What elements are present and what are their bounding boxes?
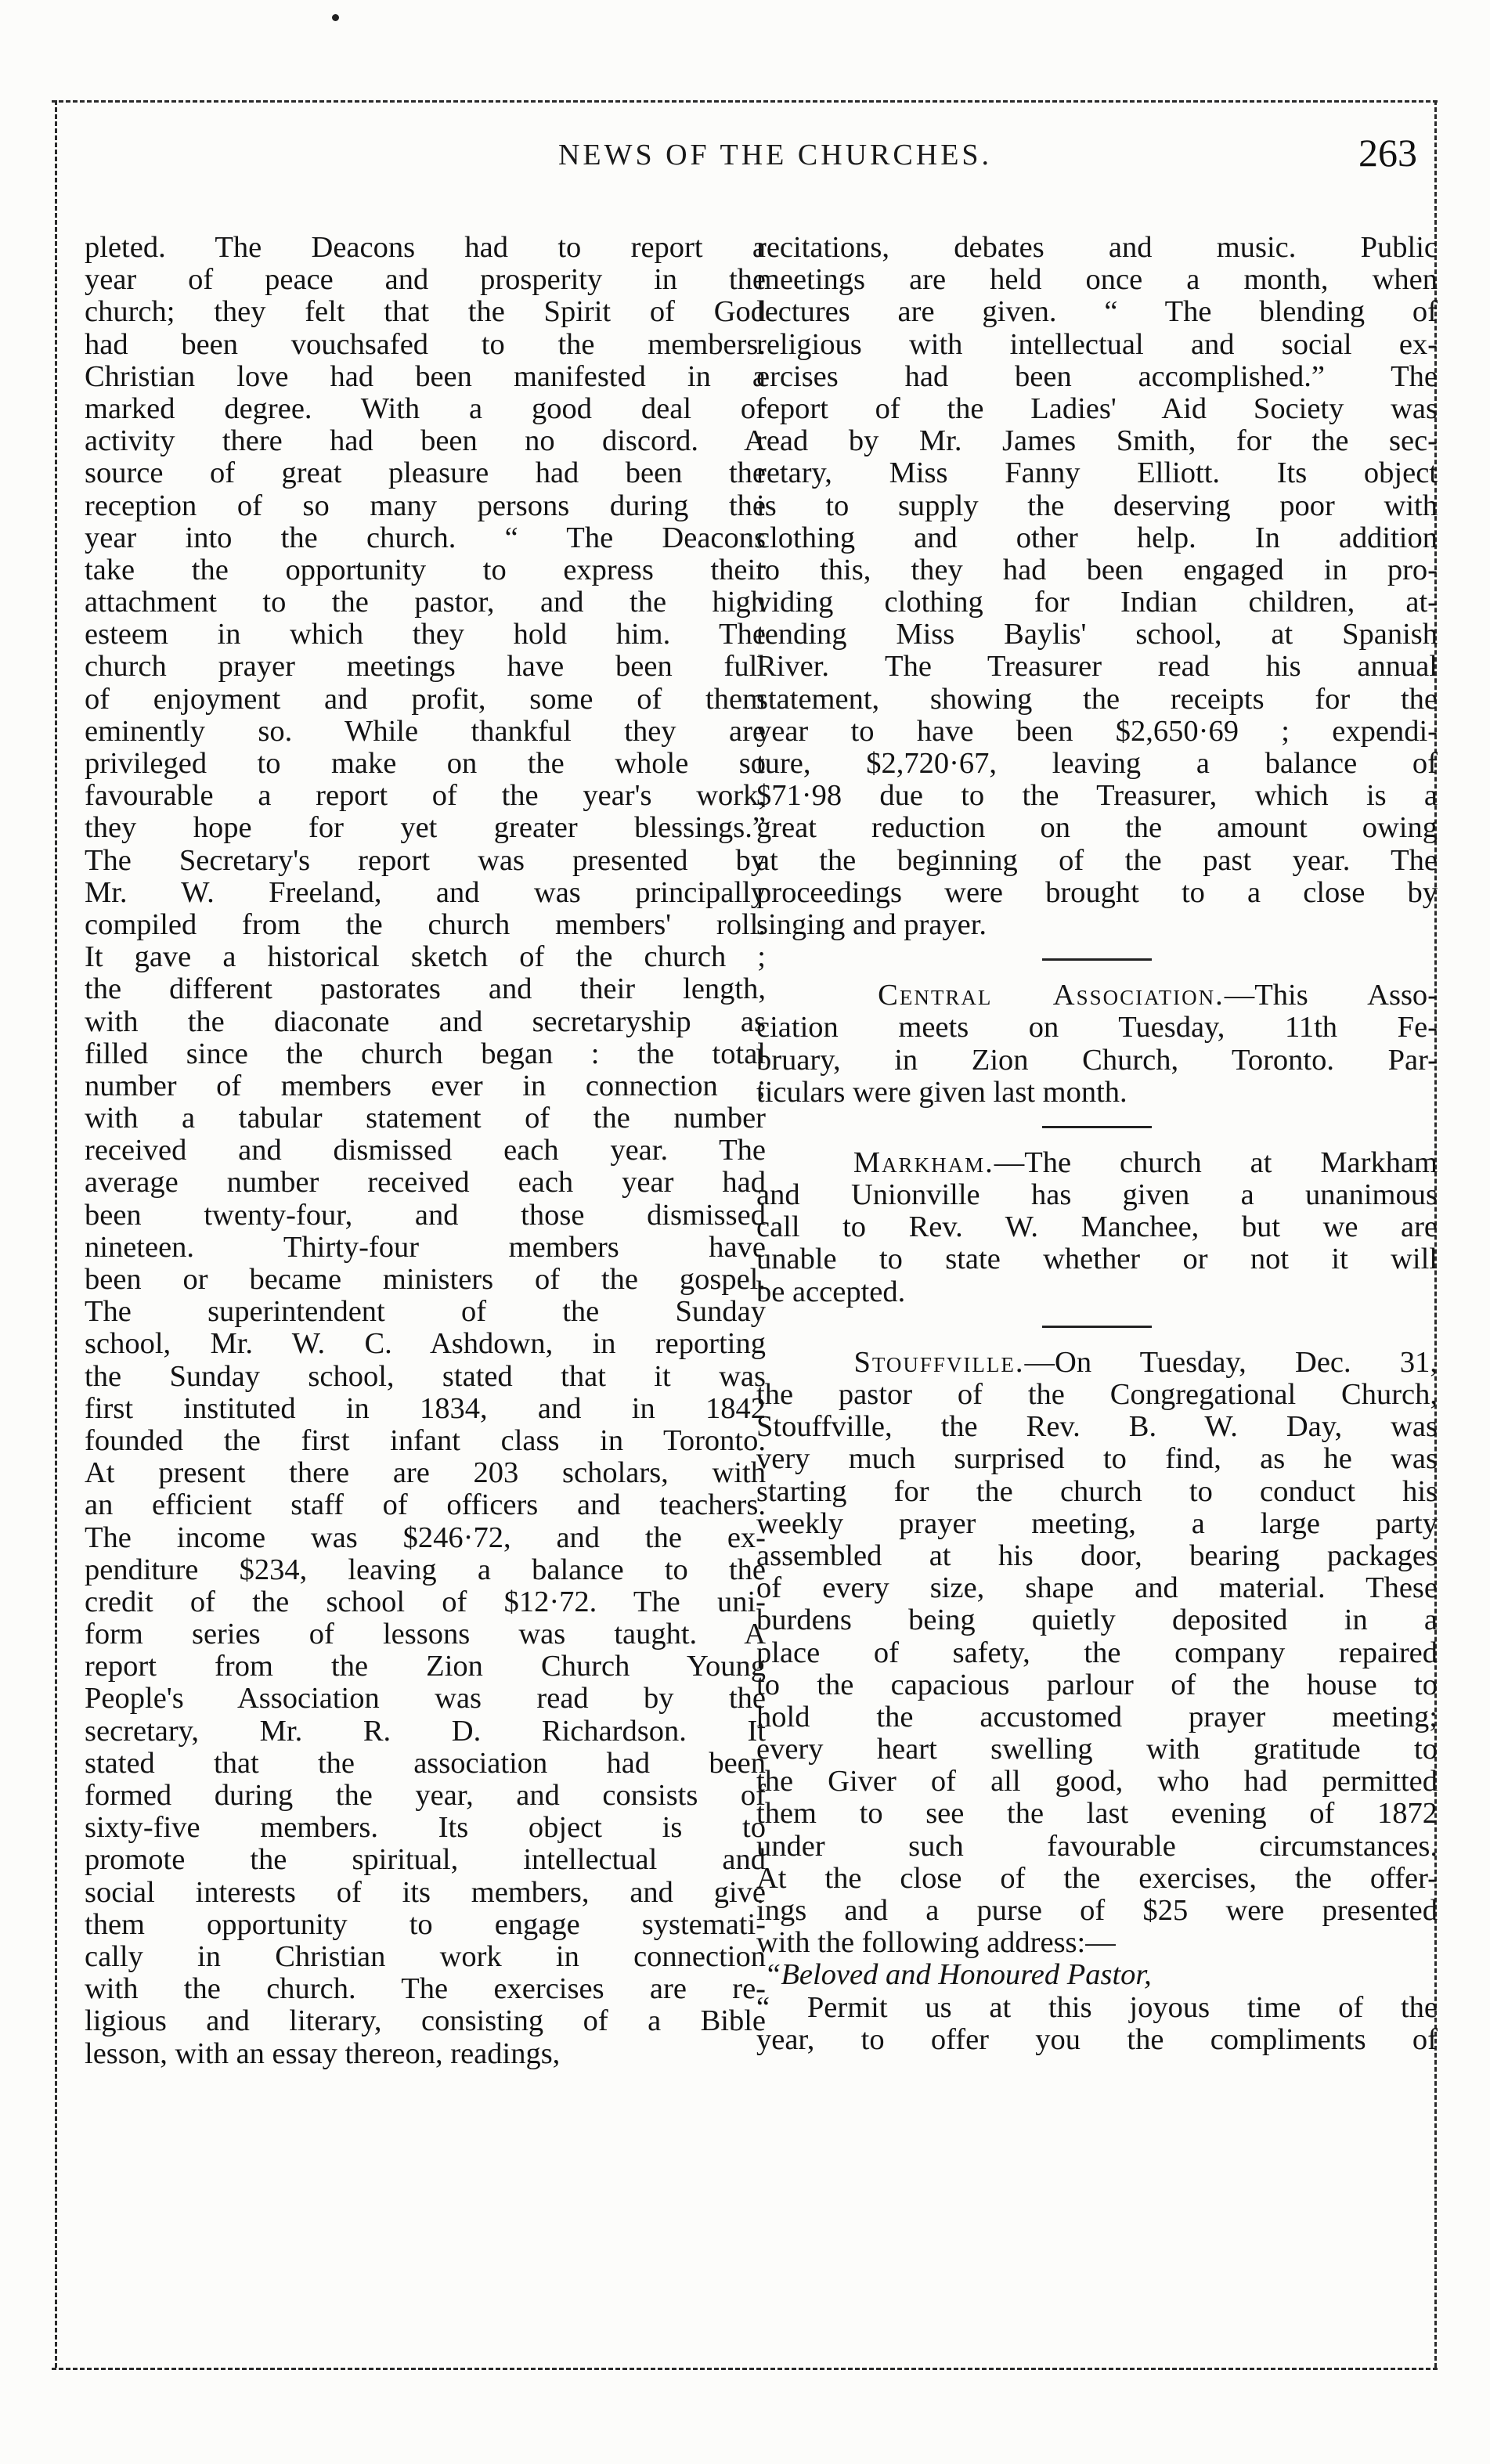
text-line: founded the first infant class in Toronto. — [85, 1424, 766, 1457]
text-line: with a tabular statement of the number — [85, 1102, 766, 1135]
text-line: with the diaconate and secretaryship as — [85, 1005, 766, 1038]
text-line: take the opportunity to express their — [85, 554, 766, 586]
text-line: place of safety, the company repaired — [756, 1636, 1438, 1669]
text-line: church prayer meetings have been full — [85, 651, 766, 684]
text-line: school, Mr. W. C. Ashdown, in reporting — [85, 1328, 766, 1361]
left-column — [85, 232, 766, 2070]
deacons-report-continuation — [756, 232, 1438, 941]
text-line: meetings are held once a month, when — [756, 264, 1438, 297]
text-line: The income was $246·72, and the ex- — [85, 1521, 766, 1554]
section-divider — [1042, 958, 1152, 961]
text-line: report of the Ladies' Aid Society was — [756, 392, 1438, 425]
text-line: year to have been $2,650·69 ; expendi- — [756, 715, 1438, 748]
text-line: under such favourable circumstances. — [756, 1830, 1438, 1863]
text-line: unable to state whether or not it will — [756, 1243, 1438, 1276]
text-line: activity there had been no discord. A — [85, 425, 766, 458]
text-line: church; they felt that the Spirit of God — [85, 296, 766, 329]
running-head: NEWS OF THE CHURCHES. — [557, 139, 993, 171]
text-line: hold the accustomed prayer meeting; — [756, 1701, 1438, 1733]
text-line: the Giver of all good, who had permitted — [756, 1766, 1438, 1798]
text-line: report from the Zion Church Young — [85, 1650, 766, 1683]
text-line: received and dismissed each year. The — [85, 1135, 766, 1167]
text-line: great reduction on the amount owing — [756, 812, 1438, 845]
text-line: sixty-five members. Its object is to — [85, 1812, 766, 1845]
text-line: and Unionville has given a unanimous — [756, 1179, 1438, 1212]
text-line: every heart swelling with gratitude to — [756, 1733, 1438, 1766]
markham-heading: Markham. — [853, 1146, 994, 1179]
text-line: number of members ever in connection ; — [85, 1070, 766, 1102]
text-line: with the church. The exercises are re- — [85, 1973, 766, 2006]
text-line: had been vouchsafed to the members. — [85, 328, 766, 361]
text-line: pleted. The Deacons had to report a — [85, 232, 766, 264]
text-line: Stouffville, the Rev. B. W. Day, was — [756, 1411, 1438, 1444]
text-line: At the close of the exercises, the offer- — [756, 1862, 1438, 1895]
text-line: at the beginning of the past year. The — [756, 844, 1438, 877]
stouffville-notice — [756, 1347, 1438, 2056]
text-line: bruary, in Zion Church, Toronto. Par- — [756, 1044, 1438, 1077]
page-number: 263 — [1358, 131, 1417, 175]
text-line: esteem in which they hold him. The — [85, 619, 766, 651]
text-line: “ Permit us at this joyous time of the — [756, 1991, 1438, 2024]
central-association-notice — [756, 979, 1438, 1109]
text-line: marked degree. With a good deal of — [85, 392, 766, 425]
text-line: It gave a historical sketch of the church ; — [85, 941, 766, 974]
text-line: ciation meets on Tuesday, 11th Fe- — [756, 1012, 1438, 1044]
text-line: viding clothing for Indian children, at- — [756, 586, 1438, 619]
text-line: year into the church. “ The Deacons — [85, 521, 766, 554]
text-line: secretary, Mr. R. D. Richardson. It — [85, 1715, 766, 1748]
central-heading: Central Association. — [878, 979, 1225, 1012]
text-line: attachment to the pastor, and the high — [85, 586, 766, 619]
text-line: year of peace and prosperity in the — [85, 264, 766, 297]
ink-speck — [332, 14, 339, 21]
section-divider — [1042, 1326, 1152, 1328]
text-line: year, to offer you the compliments of — [756, 2023, 1438, 2056]
text-line: formed during the year, and consists of — [85, 1780, 766, 1812]
text-line: ture, $2,720·67, leaving a balance of — [756, 748, 1438, 780]
text-line: credit of the school of $12·72. The uni- — [85, 1586, 766, 1618]
text-line: them opportunity to engage systemati- — [85, 1908, 766, 1941]
text-line: stated that the association had been — [85, 1747, 766, 1780]
stouffville-heading: Stouffville. — [853, 1346, 1025, 1379]
text-line: Christian love had been manifested in a — [85, 360, 766, 393]
text-line: of enjoyment and profit, some of them — [85, 683, 766, 716]
text-line: proceedings were brought to a close by — [756, 876, 1438, 909]
text-line: them to see the last evening of 1872 — [756, 1798, 1438, 1831]
text-line: statement, showing the receipts for the — [756, 683, 1438, 716]
text-line: burdens being quietly deposited in a — [756, 1604, 1438, 1637]
text-line: an efficient staff of officers and teachers. — [85, 1489, 766, 1522]
text-line: recitations, debates and music. Public — [756, 232, 1438, 264]
markham-first-line: —The church at Markham — [994, 1146, 1438, 1179]
text-line: tending Miss Baylis' school, at Spanish — [756, 619, 1438, 651]
text-line: ligious and literary, consisting of a Bible — [85, 2005, 766, 2038]
text-line: lesson, with an essay thereon, readings, — [85, 2037, 561, 2070]
text-line: lectures are given. “ The blending of — [756, 296, 1438, 329]
text-line: clothing and other help. In addition — [756, 521, 1438, 554]
stouffville-first-line: —On Tuesday, Dec. 31, — [1024, 1346, 1438, 1379]
text-line: been or became ministers of the gospel. — [85, 1264, 766, 1296]
page-border-bottom — [52, 2368, 1438, 2370]
text-line: retary, Miss Fanny Elliott. Its object — [756, 457, 1438, 490]
page-border-top — [52, 100, 1438, 103]
text-line: is to supply the deserving poor with — [756, 489, 1438, 522]
text-line: source of great pleasure had been the — [85, 457, 766, 490]
text-line: religious with intellectual and social ex- — [756, 328, 1438, 361]
text-line: read by Mr. James Smith, for the sec- — [756, 425, 1438, 458]
text-line: assembled at his door, bearing packages — [756, 1539, 1438, 1572]
text-line: form series of lessons was taught. A — [85, 1618, 766, 1651]
text-line: to the capacious parlour of the house to — [756, 1669, 1438, 1701]
text-line: reception of so many persons during the — [85, 489, 766, 522]
text-line: The superintendent of the Sunday — [85, 1296, 766, 1329]
text-line: promote the spiritual, intellectual and — [85, 1844, 766, 1877]
text-line: The Secretary's report was presented by — [85, 844, 766, 877]
text-line: been twenty-four, and those dismissed — [85, 1199, 766, 1232]
text-line: starting for the church to conduct his — [756, 1475, 1438, 1508]
text-line: singing and prayer. — [756, 908, 987, 941]
text-line: penditure $234, leaving a balance to the — [85, 1553, 766, 1586]
text-line: People's Association was read by the — [85, 1683, 766, 1715]
text-line: favourable a report of the year's work, — [85, 780, 766, 813]
text-line: privileged to make on the whole so — [85, 748, 766, 780]
text-line: social interests of its members, and give — [85, 1876, 766, 1909]
text-line: of every size, shape and material. These — [756, 1572, 1438, 1605]
text-line: ercises had been accomplished.” The — [756, 360, 1438, 393]
central-first-line: —This Asso- — [1224, 979, 1438, 1012]
text-line: nineteen. Thirty-four members have — [85, 1231, 766, 1264]
page-border-left — [55, 100, 57, 2368]
text-line: first instituted in 1834, and in 1842 — [85, 1392, 766, 1425]
text-line: be accepted. — [756, 1275, 906, 1308]
address-salutation: “Beloved and Honoured Pastor, — [764, 1959, 1152, 1992]
text-line: they hope for yet greater blessings.” — [85, 812, 766, 845]
text-line: the Sunday school, stated that it was — [85, 1360, 766, 1393]
text-line: eminently so. While thankful they are — [85, 715, 766, 748]
text-line: Mr. W. Freeland, and was principally — [85, 876, 766, 909]
text-line: $71·98 due to the Treasurer, which is a — [756, 780, 1438, 813]
text-line: compiled from the church members' roll. — [85, 908, 766, 941]
text-line: weekly prayer meeting, a large party — [756, 1507, 1438, 1540]
section-divider — [1042, 1126, 1152, 1128]
text-line: the pastor of the Congregational Church, — [756, 1379, 1438, 1411]
text-line: with the following address:— — [756, 1927, 1116, 1960]
text-line: filled since the church began : the total — [85, 1037, 766, 1070]
text-line: the different pastorates and their length, — [85, 973, 766, 1006]
markham-notice — [756, 1147, 1438, 1308]
text-line: average number received each year had — [85, 1167, 766, 1200]
text-line: At present there are 203 scholars, with — [85, 1457, 766, 1490]
text-line: very much surprised to find, as he was — [756, 1443, 1438, 1476]
text-line: to this, they had been engaged in pro- — [756, 554, 1438, 586]
text-line: River. The Treasurer read his annual — [756, 651, 1438, 684]
text-line: ings and a purse of $25 were presented — [756, 1895, 1438, 1927]
text-line: cally in Christian work in connection — [85, 1940, 766, 1973]
text-line: ticulars were given last month. — [756, 1076, 1127, 1109]
text-line: call to Rev. W. Manchee, but we are — [756, 1211, 1438, 1244]
right-column — [756, 232, 1438, 2056]
